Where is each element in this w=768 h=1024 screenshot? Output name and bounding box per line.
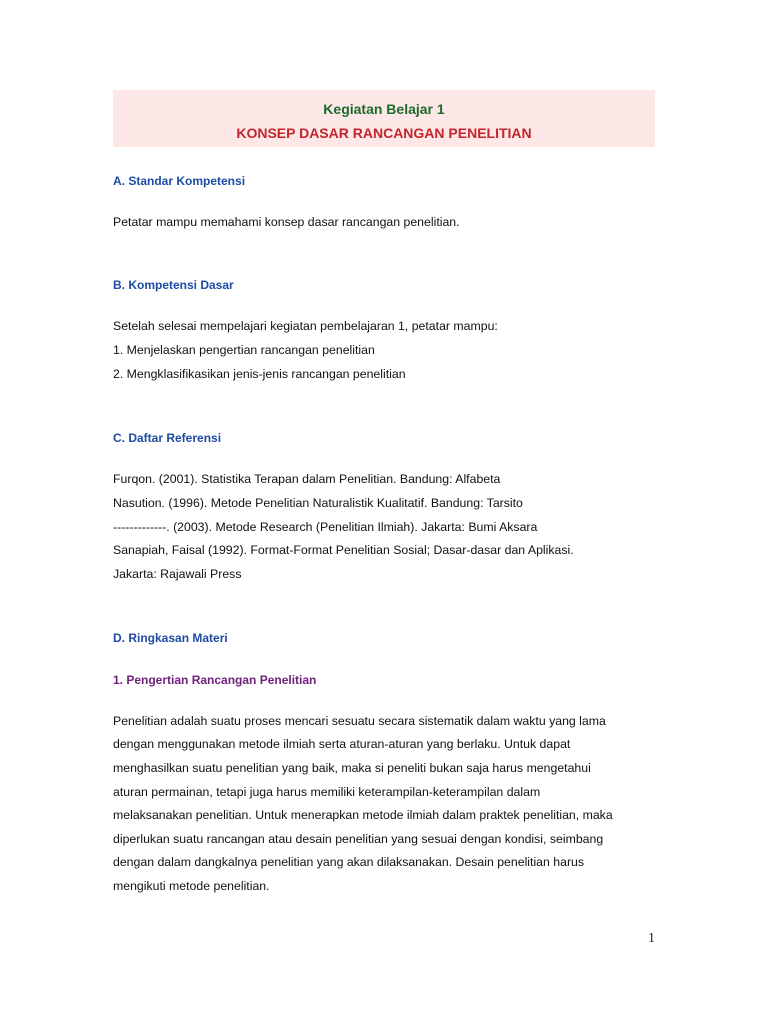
paragraph-line: melaksanakan penelitian. Untuk menerapkan metode ilmiah dalam praktek penelitian, maka	[113, 808, 613, 822]
reference-line: -------------. (2003). Metode Research (Penelitian Ilmiah). Jakarta: Bumi Aksara	[113, 520, 538, 534]
reference-line: Jakarta: Rajawali Press	[113, 567, 242, 581]
section-b-line: 2. Mengklasifikasikan jenis-jenis rancangan penelitian	[113, 367, 406, 381]
document-page	[113, 90, 655, 893]
paragraph-line: menghasilkan suatu penelitian yang baik, maka si peneliti bukan saja harus mengetahui	[113, 761, 591, 775]
section-a-heading: A. Standar Kompetensi	[113, 174, 246, 188]
reference-line: Furqon. (2001). Statistika Terapan dalam Penelitian. Bandung: Alfabeta	[113, 472, 501, 486]
reference-line: Sanapiah, Faisal (1992). Format-Format Penelitian Sosial; Dasar-dasar dan Aplikasi.	[113, 543, 574, 557]
header-box	[113, 90, 655, 147]
header-title: Kegiatan Belajar 1	[323, 101, 445, 117]
header-subtitle: KONSEP DASAR RANCANGAN PENELITIAN	[236, 125, 532, 141]
section-d-subheading: 1. Pengertian Rancangan Penelitian	[113, 673, 317, 687]
section-c-heading: C. Daftar Referensi	[113, 431, 222, 445]
reference-line: Nasution. (1996). Metode Penelitian Naturalistik Kualitatif. Bandung: Tarsito	[113, 496, 523, 510]
paragraph-line: mengikuti metode penelitian.	[113, 879, 270, 893]
paragraph-line: dengan menggunakan metode ilmiah serta aturan-aturan yang berlaku. Untuk dapat	[113, 737, 571, 751]
section-b-line: Setelah selesai mempelajari kegiatan pembelajaran 1, petatar mampu:	[113, 319, 498, 333]
paragraph-line: Penelitian adalah suatu proses mencari sesuatu secara sistematik dalam waktu yang lama	[113, 714, 606, 728]
section-a-line: Petatar mampu memahami konsep dasar rancangan penelitian.	[113, 215, 460, 229]
paragraph-line: aturan permainan, tetapi juga harus memiliki keterampilan-keterampilan dalam	[113, 785, 541, 799]
section-b-heading: B. Kompetensi Dasar	[113, 278, 234, 292]
paragraph-line: diperlukan suatu rancangan atau desain penelitian yang sesuai dengan kondisi, seimbang	[113, 832, 604, 846]
page-number: 1	[648, 931, 655, 946]
section-d-heading: D. Ringkasan Materi	[113, 631, 228, 645]
section-b-line: 1. Menjelaskan pengertian rancangan penelitian	[113, 343, 375, 357]
paragraph-line: dengan dalam dangkalnya penelitian yang akan dilaksanakan. Desain penelitian harus	[113, 855, 585, 869]
